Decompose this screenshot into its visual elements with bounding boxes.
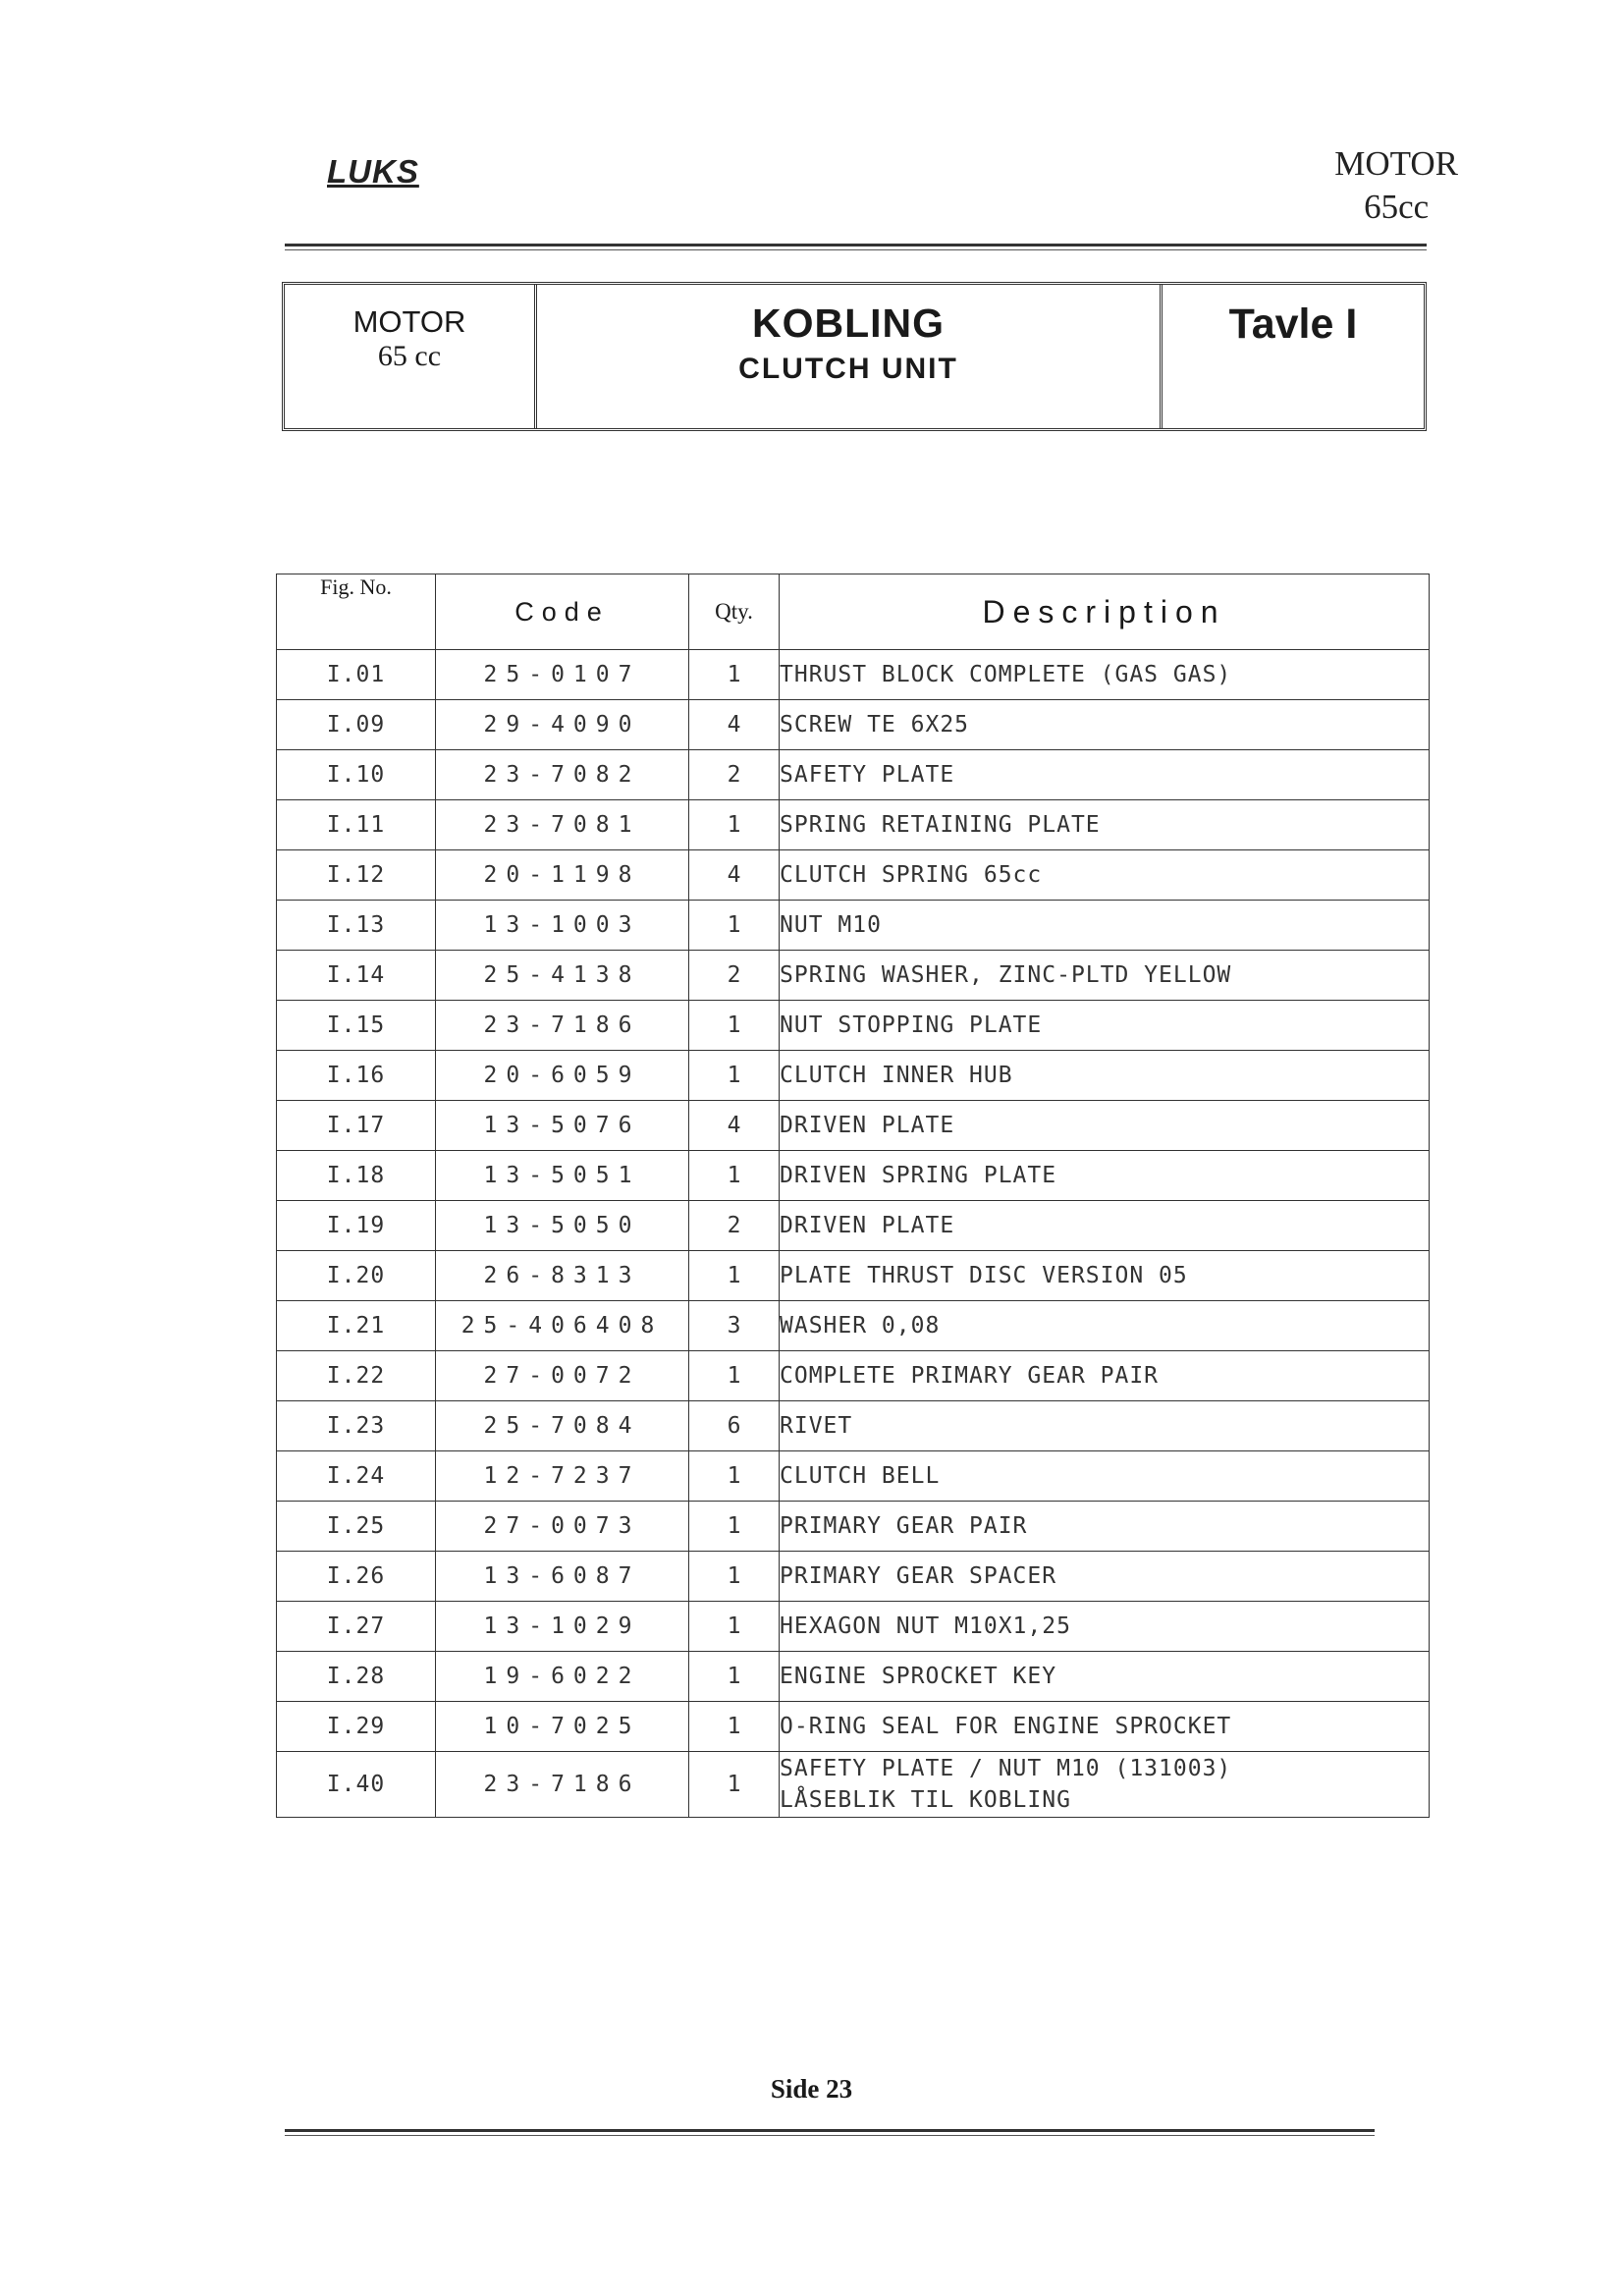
fig-cell: I.40 (277, 1752, 436, 1818)
description-cell (780, 1451, 1430, 1502)
fig-cell: I.25 (277, 1502, 436, 1552)
code-cell: 20-1198 (436, 850, 689, 901)
description-cell (780, 1301, 1430, 1351)
table-row (277, 951, 1430, 1001)
qty-cell: 2 (689, 951, 780, 1001)
title-box-heading (537, 285, 1163, 428)
description-cell (780, 951, 1430, 1001)
description-line: HEXAGON NUT M10X1,25 (780, 1613, 1071, 1639)
qty-cell: 1 (689, 1552, 780, 1602)
description-line: CLUTCH INNER HUB (780, 1063, 1013, 1088)
description-cell (780, 850, 1430, 901)
description-line: SPRING RETAINING PLATE (780, 812, 1101, 838)
table-row (277, 1752, 1430, 1818)
table-row (277, 850, 1430, 901)
parts-table-body (277, 650, 1430, 1818)
qty-cell: 1 (689, 1702, 780, 1752)
code-cell: 19-6022 (436, 1652, 689, 1702)
header-rule-thin (285, 249, 1427, 250)
fig-cell: I.13 (277, 901, 436, 951)
description-cell (780, 1001, 1430, 1051)
header-rule (285, 244, 1427, 246)
description-line: PRIMARY GEAR PAIR (780, 1513, 1028, 1539)
table-row (277, 650, 1430, 700)
description-cell (780, 1201, 1430, 1251)
parts-table (276, 574, 1430, 1818)
qty-cell: 2 (689, 750, 780, 800)
table-row (277, 700, 1430, 750)
table-row (277, 1552, 1430, 1602)
code-cell: 13-1003 (436, 901, 689, 951)
code-cell: 13-6087 (436, 1552, 689, 1602)
description-cell (780, 1151, 1430, 1201)
qty-cell: 1 (689, 1502, 780, 1552)
code-cell: 20-6059 (436, 1051, 689, 1101)
qty-cell: 6 (689, 1401, 780, 1451)
description-cell (780, 1502, 1430, 1552)
code-cell: 25-406408 (436, 1301, 689, 1351)
description-cell (780, 1652, 1430, 1702)
description-line: PLATE THRUST DISC VERSION 05 (780, 1263, 1188, 1288)
description-cell (780, 1051, 1430, 1101)
table-row (277, 1351, 1430, 1401)
fig-cell: I.09 (277, 700, 436, 750)
code-cell: 29-4090 (436, 700, 689, 750)
page-number: Side 23 (770, 2074, 853, 2104)
table-row (277, 750, 1430, 800)
code-cell: 13-1029 (436, 1602, 689, 1652)
fig-cell: I.11 (277, 800, 436, 850)
description-line: SCREW TE 6X25 (780, 712, 970, 738)
description-line: O-RING SEAL FOR ENGINE SPROCKET (780, 1714, 1232, 1739)
description-line: WASHER 0,08 (780, 1313, 941, 1339)
qty-cell: 3 (689, 1301, 780, 1351)
description-line: DRIVEN PLATE (780, 1113, 955, 1138)
code-cell: 23-7082 (436, 750, 689, 800)
description-cell (780, 1101, 1430, 1151)
page-title: KOBLING (751, 301, 946, 346)
fig-cell: I.16 (277, 1051, 436, 1101)
qty-cell: 1 (689, 1051, 780, 1101)
table-row (277, 1201, 1430, 1251)
table-row (277, 1151, 1430, 1201)
code-cell: 25-4138 (436, 951, 689, 1001)
table-row (277, 1502, 1430, 1552)
qty-cell: 4 (689, 850, 780, 901)
qty-cell: 1 (689, 1752, 780, 1818)
footer-rule-thin (285, 2135, 1375, 2136)
brand-logo: LUKS (327, 153, 419, 190)
code-cell: 25-7084 (436, 1401, 689, 1451)
description-cell (780, 700, 1430, 750)
qty-cell: 1 (689, 1251, 780, 1301)
footer-rule (285, 2129, 1375, 2132)
description-cell (780, 650, 1430, 700)
table-row (277, 1101, 1430, 1151)
fig-cell: I.12 (277, 850, 436, 901)
description-line: THRUST BLOCK COMPLETE (GAS GAS) (780, 662, 1232, 687)
qty-cell: 2 (689, 1201, 780, 1251)
code-cell: 23-7186 (436, 1001, 689, 1051)
code-cell: 13-5051 (436, 1151, 689, 1201)
description-cell (780, 750, 1430, 800)
qty-cell: 1 (689, 800, 780, 850)
code-cell: 27-0072 (436, 1351, 689, 1401)
description-line: DRIVEN PLATE (780, 1213, 955, 1238)
fig-cell: I.14 (277, 951, 436, 1001)
table-row (277, 1051, 1430, 1101)
description-line: COMPLETE PRIMARY GEAR PAIR (780, 1363, 1160, 1389)
table-header-row (277, 574, 1430, 650)
col-header-description: Description (780, 574, 1430, 650)
fig-cell: I.18 (277, 1151, 436, 1201)
qty-cell: 1 (689, 1001, 780, 1051)
description-line: RIVET (780, 1413, 853, 1439)
table-row (277, 901, 1430, 951)
description-cell (780, 1552, 1430, 1602)
table-row (277, 1001, 1430, 1051)
title-box-motor-size: 65 cc (377, 340, 442, 372)
description-cell (780, 800, 1430, 850)
description-line: CLUTCH SPRING 65cc (780, 862, 1043, 888)
section-subtitle: 65cc (1364, 188, 1430, 226)
fig-cell: I.26 (277, 1552, 436, 1602)
fig-cell: I.23 (277, 1401, 436, 1451)
qty-cell: 4 (689, 1101, 780, 1151)
description-line: DRIVEN SPRING PLATE (780, 1163, 1057, 1188)
title-box-motor (285, 285, 537, 428)
table-row (277, 1702, 1430, 1752)
description-line: NUT STOPPING PLATE (780, 1012, 1043, 1038)
qty-cell: 1 (689, 901, 780, 951)
description-line: ENGINE SPROCKET KEY (780, 1664, 1057, 1689)
qty-cell: 1 (689, 1451, 780, 1502)
code-cell: 10-7025 (436, 1702, 689, 1752)
table-row (277, 1301, 1430, 1351)
title-box (282, 282, 1427, 431)
title-box-motor-label: MOTOR (352, 304, 466, 339)
page-subtitle: CLUTCH UNIT (738, 353, 958, 385)
code-cell: 27-0073 (436, 1502, 689, 1552)
table-row (277, 1251, 1430, 1301)
qty-cell: 1 (689, 1351, 780, 1401)
fig-cell: I.01 (277, 650, 436, 700)
qty-cell: 4 (689, 700, 780, 750)
qty-cell: 1 (689, 1151, 780, 1201)
description-cell (780, 901, 1430, 951)
description-line: SPRING WASHER, ZINC-PLTD YELLOW (780, 962, 1232, 988)
description-line: CLUTCH BELL (780, 1463, 941, 1489)
table-row (277, 1451, 1430, 1502)
fig-cell: I.19 (277, 1201, 436, 1251)
col-header-code: Code (436, 574, 689, 650)
table-row (277, 1602, 1430, 1652)
table-row (277, 1401, 1430, 1451)
code-cell: 25-0107 (436, 650, 689, 700)
code-cell: 13-5050 (436, 1201, 689, 1251)
fig-cell: I.22 (277, 1351, 436, 1401)
code-cell: 12-7237 (436, 1451, 689, 1502)
fig-cell: I.29 (277, 1702, 436, 1752)
fig-cell: I.28 (277, 1652, 436, 1702)
qty-cell: 1 (689, 1602, 780, 1652)
fig-cell: I.15 (277, 1001, 436, 1051)
col-header-fig: Fig. No. (277, 574, 436, 650)
code-cell: 13-5076 (436, 1101, 689, 1151)
description-cell (780, 1602, 1430, 1652)
description-cell (780, 1401, 1430, 1451)
code-cell: 23-7081 (436, 800, 689, 850)
description-line: LÅSEBLIK TIL KOBLING (780, 1787, 1071, 1813)
table-row (277, 1652, 1430, 1702)
section-header (1334, 142, 1458, 229)
fig-cell: I.20 (277, 1251, 436, 1301)
description-cell (780, 1351, 1430, 1401)
section-title: MOTOR (1334, 144, 1458, 183)
qty-cell: 1 (689, 650, 780, 700)
plate-label: Tavle I (1228, 301, 1358, 348)
description-line: PRIMARY GEAR SPACER (780, 1563, 1057, 1589)
fig-cell: I.10 (277, 750, 436, 800)
description-line: SAFETY PLATE / NUT M10 (131003) (780, 1756, 1232, 1781)
fig-cell: I.17 (277, 1101, 436, 1151)
description-cell (780, 1702, 1430, 1752)
fig-cell: I.21 (277, 1301, 436, 1351)
description-line: NUT M10 (780, 912, 882, 938)
description-cell (780, 1752, 1430, 1818)
code-cell: 26-8313 (436, 1251, 689, 1301)
fig-cell: I.27 (277, 1602, 436, 1652)
table-row (277, 800, 1430, 850)
code-cell: 23-7186 (436, 1752, 689, 1818)
fig-cell: I.24 (277, 1451, 436, 1502)
col-header-qty: Qty. (689, 574, 780, 650)
description-cell (780, 1251, 1430, 1301)
qty-cell: 1 (689, 1652, 780, 1702)
description-line: SAFETY PLATE (780, 762, 955, 788)
